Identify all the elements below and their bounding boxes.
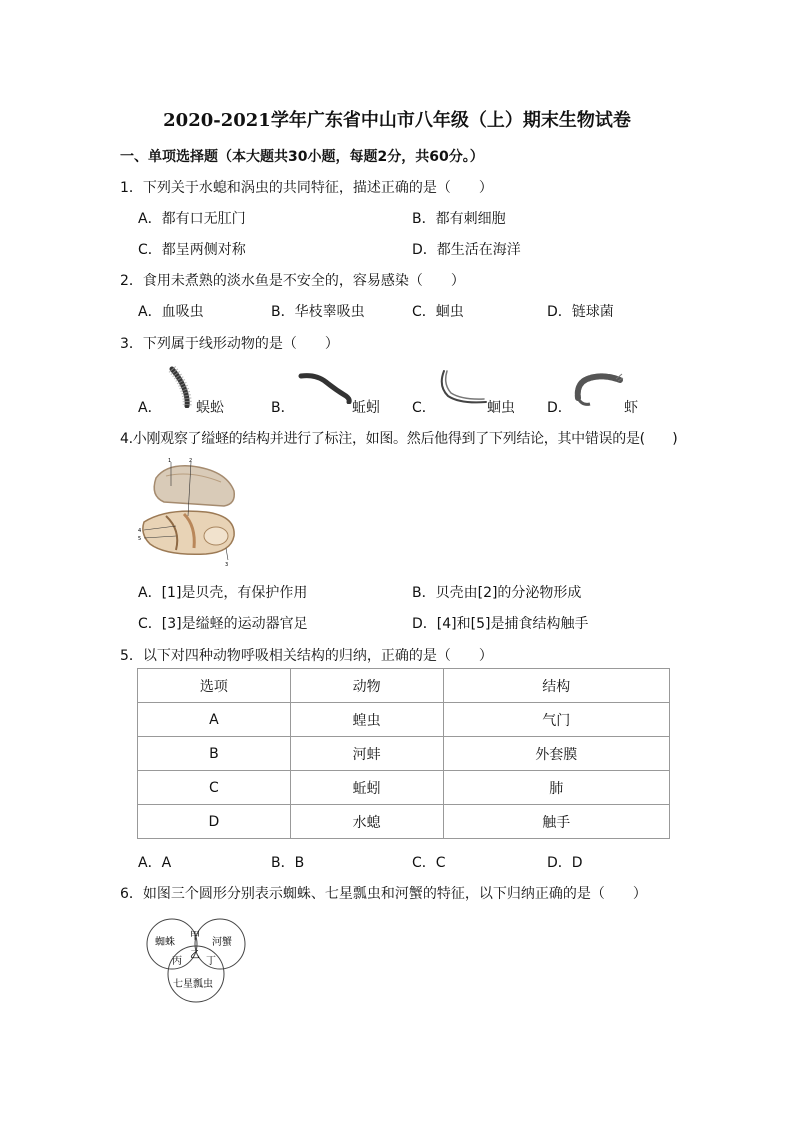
- question-1-option-d: D．都生活在海洋: [412, 242, 521, 258]
- question-1-stem: 1．下列关于水螅和涡虫的共同特征，描述正确的是（ ）: [120, 180, 493, 196]
- question-1-option-c: C．都呈两侧对称: [138, 242, 246, 258]
- question-4-option-c: C．[3]是缢蛏的运动器官足: [138, 616, 308, 632]
- venn-label-spider: 蜘蛛: [155, 937, 175, 948]
- table-cell: 蚯蚓: [290, 771, 443, 805]
- shrimp-image: [572, 370, 624, 410]
- table-cell: 水螅: [290, 805, 443, 839]
- question-3-caption-a: 蜈蚣: [196, 400, 224, 416]
- table-cell: 气门: [443, 703, 670, 737]
- question-3-option-a: A．: [138, 400, 162, 416]
- venn-label-ladybug: 七星瓢虫: [173, 979, 213, 990]
- table-cell: A: [138, 703, 291, 737]
- venn-region-yi: 乙: [190, 950, 200, 961]
- question-2-option-a: A．血吸虫: [138, 304, 204, 320]
- table-header-cell: 动物: [290, 669, 443, 703]
- roundworm-image: [436, 368, 490, 408]
- venn-region-ding: 丁: [206, 956, 216, 967]
- question-5-option-c: C．C: [412, 855, 446, 871]
- question-5-option-a: A．A: [138, 855, 172, 871]
- question-4-option-b: B．贝壳由[2]的分泌物形成: [412, 585, 582, 601]
- table-cell: 肺: [443, 771, 670, 805]
- question-3-option-d: D．: [547, 400, 572, 416]
- table-cell: D: [138, 805, 291, 839]
- table-row: [138, 703, 670, 737]
- question-2-option-b: B．华枝睾吸虫: [271, 304, 365, 320]
- question-4-option-d: D．[4]和[5]是捕食结构触手: [412, 616, 589, 632]
- question-5-option-d: D．D: [547, 855, 583, 871]
- section-heading: 一、单项选择题（本大题共30小题，每题2分，共60分。）: [120, 149, 484, 165]
- centipede-image: [166, 366, 196, 408]
- table-header-cell: 结构: [443, 669, 670, 703]
- table-row: [138, 737, 670, 771]
- question-3-caption-c: 蛔虫: [487, 400, 515, 416]
- razor-clam-figure: [136, 456, 241, 566]
- figure-label-5: 5: [138, 536, 142, 542]
- question-3-stem: 3．下列属于线形动物的是（ ）: [120, 336, 339, 352]
- question-2-stem: 2．食用未煮熟的淡水鱼是不安全的，容易感染（ ）: [120, 273, 465, 289]
- venn-label-crab: 河蟹: [212, 937, 232, 948]
- question-6-stem: 6．如图三个圆形分别表示蜘蛛、七星瓢虫和河蟹的特征，以下归纳正确的是（ ）: [120, 886, 647, 902]
- venn-diagram: [136, 918, 248, 1004]
- question-1-option-b: B．都有刺细胞: [412, 211, 506, 227]
- question-4-option-a: A．[1]是贝壳，有保护作用: [138, 585, 308, 601]
- question-1-option-a: A．都有口无肛门: [138, 211, 246, 227]
- question-5-stem: 5．以下对四种动物呼吸相关结构的归纳，正确的是（ ）: [120, 648, 493, 664]
- figure-label-2: 2: [189, 458, 193, 464]
- figure-label-1: 1: [168, 458, 172, 464]
- table-row: [138, 805, 670, 839]
- question-3-caption-d: 虾: [624, 400, 638, 416]
- table-cell: 蝗虫: [290, 703, 443, 737]
- venn-region-jia: 甲: [190, 931, 200, 942]
- question-2-option-d: D．链球菌: [547, 304, 614, 320]
- table-header-cell: 选项: [138, 669, 291, 703]
- table-cell: 触手: [443, 805, 670, 839]
- question-5-option-b: B．B: [271, 855, 305, 871]
- question-3-option-c: C．: [412, 400, 436, 416]
- figure-label-3: 3: [225, 562, 229, 566]
- page-title: 2020-2021学年广东省中山市八年级（上）期末生物试卷: [163, 110, 631, 131]
- table-header-row: [138, 669, 670, 703]
- table-row: [138, 771, 670, 805]
- figure-label-4: 4: [138, 528, 142, 534]
- question-3-option-b: B．: [271, 400, 295, 416]
- table-cell: C: [138, 771, 291, 805]
- question-2-option-c: C．蛔虫: [412, 304, 464, 320]
- question-3-caption-b: 蚯蚓: [352, 400, 380, 416]
- table-cell: B: [138, 737, 291, 771]
- table-cell: 河蚌: [290, 737, 443, 771]
- earthworm-image: [298, 370, 352, 404]
- question-5-table: [137, 668, 670, 839]
- question-4-stem: 4.小刚观察了缢蛏的结构并进行了标注，如图。然后他得到了下列结论，其中错误的是( ): [120, 431, 678, 447]
- venn-region-bing: 丙: [172, 956, 182, 967]
- table-cell: 外套膜: [443, 737, 670, 771]
